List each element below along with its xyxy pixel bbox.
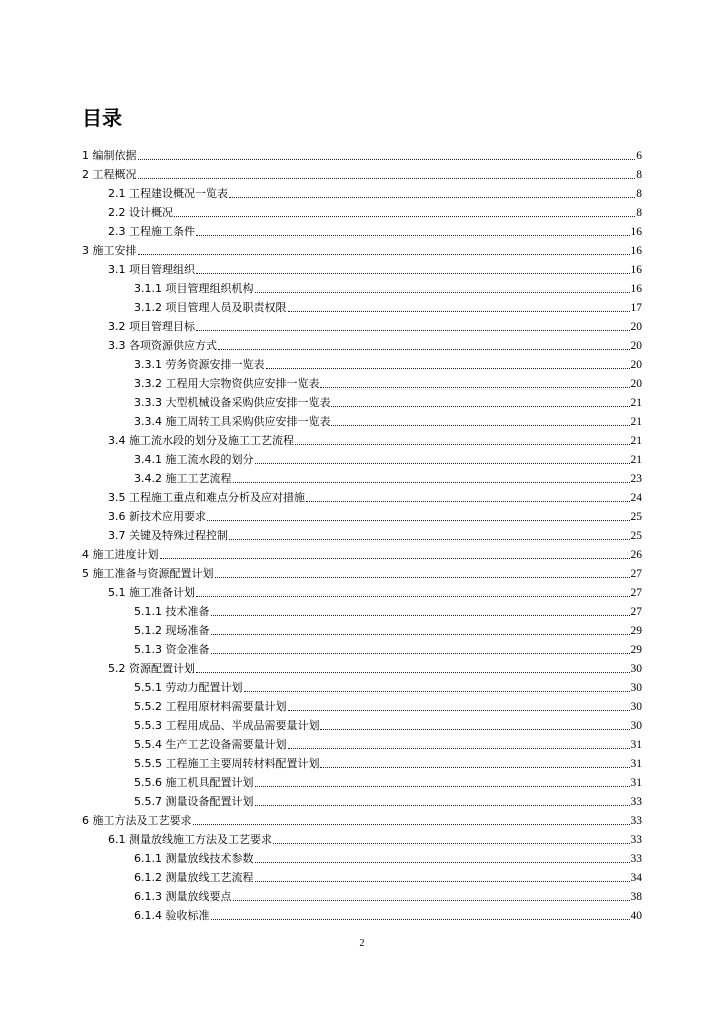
toc-entry[interactable] (82, 145, 642, 164)
toc-entry[interactable] (82, 829, 642, 848)
dot-leader (288, 311, 630, 312)
toc-entry-title: 3.1 项目管理组织 (108, 263, 195, 276)
dot-leader (196, 672, 630, 673)
toc-entry[interactable] (82, 297, 642, 316)
toc-entry-title: 5.5.7 测量设备配置计划 (134, 795, 254, 808)
dot-leader (255, 292, 630, 293)
toc-entry[interactable] (82, 411, 642, 430)
toc-entry[interactable] (82, 449, 642, 468)
dot-leader (288, 748, 630, 749)
dot-leader (273, 843, 630, 844)
toc-entry-title: 6.1 测量放线施工方法及工艺要求 (108, 833, 272, 846)
dot-leader (211, 634, 630, 635)
dot-leader (255, 463, 630, 464)
toc-entry-page: 23 (630, 473, 642, 485)
toc-entry-page: 38 (630, 891, 642, 903)
dot-leader (233, 482, 630, 483)
dot-leader (218, 349, 630, 350)
toc-entry[interactable] (82, 335, 642, 354)
toc-entry[interactable] (82, 715, 642, 734)
toc-entry-page: 29 (630, 644, 642, 656)
toc-entry-page: 33 (630, 853, 642, 865)
toc-entry[interactable] (82, 601, 642, 620)
toc-entry-title: 5.5.6 施工机具配置计划 (134, 776, 254, 789)
toc-entry-page: 20 (630, 359, 642, 371)
toc-entry-page: 6 (636, 150, 642, 162)
toc-entry[interactable] (82, 392, 642, 411)
toc-entry-title: 4 施工进度计划 (82, 548, 159, 561)
toc-entry-title: 6.1.3 测量放线要点 (134, 890, 232, 903)
toc-entry-page: 20 (630, 340, 642, 352)
toc-entry-page: 20 (630, 321, 642, 333)
toc-entry-title: 3.3.2 工程用大宗物资供应安排一览表 (134, 377, 320, 390)
toc-title: 目录 (82, 106, 122, 130)
toc-entry-title: 3.1.2 项目管理人员及职责权限 (134, 301, 287, 314)
toc-entry-title: 5.2 资源配置计划 (108, 662, 195, 675)
toc-entry-page: 24 (630, 492, 642, 504)
toc-entry-page: 21 (630, 416, 642, 428)
toc-entry[interactable] (82, 373, 642, 392)
toc-entry-title: 3.3 各项资源供应方式 (108, 339, 217, 352)
toc-entry[interactable] (82, 772, 642, 791)
toc-entry-page: 25 (630, 511, 642, 523)
toc-entry-page: 20 (630, 378, 642, 390)
toc-entry-page: 17 (630, 302, 642, 314)
dot-leader (306, 501, 630, 502)
toc-entry[interactable] (82, 848, 642, 867)
toc-entry-page: 8 (636, 188, 642, 200)
toc-entry-page: 40 (630, 910, 642, 922)
toc-entry-title: 3 施工安排 (82, 244, 137, 257)
dot-leader (255, 805, 630, 806)
toc-entry-page: 30 (630, 663, 642, 675)
dot-leader (196, 235, 630, 236)
toc-entry-page: 33 (630, 815, 642, 827)
dot-leader (331, 425, 629, 426)
toc-entry-page: 16 (630, 264, 642, 276)
dot-leader (295, 444, 630, 445)
toc-entry-title: 3.4.2 施工工艺流程 (134, 472, 232, 485)
dot-leader (215, 577, 630, 578)
dot-leader (193, 824, 630, 825)
toc-entry-title: 5.5.4 生产工艺设备需要量计划 (134, 738, 287, 751)
toc-entry-title: 5.1 施工准备计划 (108, 586, 195, 599)
toc-entry[interactable] (82, 620, 642, 639)
toc-entry[interactable] (82, 753, 642, 772)
toc-entry[interactable] (82, 316, 642, 335)
toc-entry[interactable] (82, 430, 642, 449)
toc-entry-page: 16 (630, 245, 642, 257)
toc-entry-title: 5 施工准备与资源配置计划 (82, 567, 214, 580)
table-of-contents (82, 145, 642, 924)
dot-leader (138, 254, 630, 255)
toc-entry[interactable] (82, 544, 642, 563)
dot-leader (211, 615, 630, 616)
toc-entry-title: 5.1.3 资金准备 (134, 643, 210, 656)
toc-entry-title: 3.6 新技术应用要求 (108, 510, 206, 523)
dot-leader (229, 197, 635, 198)
toc-entry-page: 16 (630, 226, 642, 238)
dot-leader (233, 900, 630, 901)
toc-entry-page: 29 (630, 625, 642, 637)
toc-entry-page: 21 (630, 454, 642, 466)
dot-leader (207, 520, 630, 521)
dot-leader (196, 596, 630, 597)
toc-entry-title: 2.3 工程施工条件 (108, 225, 195, 238)
toc-entry-page: 33 (630, 796, 642, 808)
toc-entry[interactable] (82, 164, 642, 183)
toc-entry-page: 21 (630, 397, 642, 409)
toc-entry-page: 27 (630, 587, 642, 599)
toc-entry-page: 33 (630, 834, 642, 846)
toc-entry[interactable] (82, 696, 642, 715)
toc-entry-page: 31 (630, 777, 642, 789)
toc-entry[interactable] (82, 867, 642, 886)
dot-leader (138, 178, 636, 179)
toc-entry-title: 5.5.5 工程施工主要周转材料配置计划 (134, 757, 320, 770)
toc-entry-title: 2 工程概况 (82, 168, 137, 181)
toc-entry-title: 3.2 项目管理目标 (108, 320, 195, 333)
toc-entry-title: 5.1.1 技术准备 (134, 605, 210, 618)
dot-leader (174, 216, 635, 217)
toc-entry[interactable] (82, 506, 642, 525)
toc-entry-page: 34 (630, 872, 642, 884)
toc-entry-title: 2.2 设计概况 (108, 206, 173, 219)
toc-entry-page: 31 (630, 739, 642, 751)
toc-entry-title: 3.5 工程施工重点和难点分析及应对措施 (108, 491, 305, 504)
toc-entry[interactable] (82, 905, 642, 924)
toc-entry[interactable] (82, 639, 642, 658)
dot-leader (138, 159, 636, 160)
toc-entry-page: 21 (630, 435, 642, 447)
toc-entry[interactable] (82, 354, 642, 373)
toc-entry[interactable] (82, 468, 642, 487)
dot-leader (255, 786, 630, 787)
toc-entry-title: 3.3.1 劳务资源安排一览表 (134, 358, 265, 371)
toc-entry-page: 31 (630, 758, 642, 770)
dot-leader (320, 767, 629, 768)
toc-entry-title: 5.5.1 劳动力配置计划 (134, 681, 243, 694)
toc-entry[interactable] (82, 677, 642, 696)
toc-entry-title: 5.1.2 现场准备 (134, 624, 210, 637)
toc-entry[interactable] (82, 886, 642, 905)
toc-entry[interactable] (82, 563, 642, 582)
dot-leader (211, 919, 630, 920)
dot-leader (196, 330, 630, 331)
toc-entry-page: 16 (630, 283, 642, 295)
toc-entry[interactable] (82, 259, 642, 278)
dot-leader (320, 387, 629, 388)
toc-entry-title: 1 编制依据 (82, 149, 137, 162)
toc-entry-title: 3.3.4 施工周转工具采购供应安排一览表 (134, 415, 331, 428)
dot-leader (288, 710, 630, 711)
toc-entry[interactable] (82, 487, 642, 506)
toc-entry[interactable] (82, 221, 642, 240)
toc-entry-title: 5.5.2 工程用原材料需要量计划 (134, 700, 287, 713)
toc-entry-title: 3.1.1 项目管理组织机构 (134, 282, 254, 295)
page-number: 2 (359, 938, 365, 949)
toc-entry[interactable] (82, 658, 642, 677)
toc-entry[interactable] (82, 582, 642, 601)
toc-entry[interactable] (82, 202, 642, 221)
dot-leader (331, 406, 629, 407)
dot-leader (229, 539, 630, 540)
toc-entry[interactable] (82, 525, 642, 544)
toc-entry-title: 6.1.1 测量放线技术参数 (134, 852, 254, 865)
toc-entry-page: 8 (636, 207, 642, 219)
toc-entry-page: 27 (630, 568, 642, 580)
toc-entry[interactable] (82, 183, 642, 202)
dot-leader (160, 558, 630, 559)
toc-entry-title: 6.1.2 测量放线工艺流程 (134, 871, 254, 884)
toc-entry-title: 6.1.4 验收标准 (134, 909, 210, 922)
dot-leader (320, 729, 629, 730)
toc-entry-page: 8 (636, 169, 642, 181)
toc-entry-page: 30 (630, 682, 642, 694)
toc-entry-title: 3.4 施工流水段的划分及施工工艺流程 (108, 434, 294, 447)
toc-entry[interactable] (82, 240, 642, 259)
toc-entry-page: 30 (630, 720, 642, 732)
dot-leader (266, 368, 630, 369)
toc-entry[interactable] (82, 734, 642, 753)
dot-leader (211, 653, 630, 654)
toc-entry-page: 25 (630, 530, 642, 542)
toc-entry[interactable] (82, 791, 642, 810)
dot-leader (255, 881, 630, 882)
toc-entry-title: 3.3.3 大型机械设备采购供应安排一览表 (134, 396, 331, 409)
dot-leader (196, 273, 630, 274)
toc-entry-title: 5.5.3 工程用成品、半成品需要量计划 (134, 719, 320, 732)
toc-entry-page: 26 (630, 549, 642, 561)
dot-leader (255, 862, 630, 863)
toc-entry-page: 30 (630, 701, 642, 713)
dot-leader (244, 691, 630, 692)
toc-entry-title: 3.7 关键及特殊过程控制 (108, 529, 228, 542)
toc-entry-title: 2.1 工程建设概况一览表 (108, 187, 228, 200)
toc-entry-title: 3.4.1 施工流水段的划分 (134, 453, 254, 466)
toc-entry-page: 27 (630, 606, 642, 618)
toc-entry[interactable] (82, 278, 642, 297)
toc-entry[interactable] (82, 810, 642, 829)
toc-entry-title: 6 施工方法及工艺要求 (82, 814, 192, 827)
